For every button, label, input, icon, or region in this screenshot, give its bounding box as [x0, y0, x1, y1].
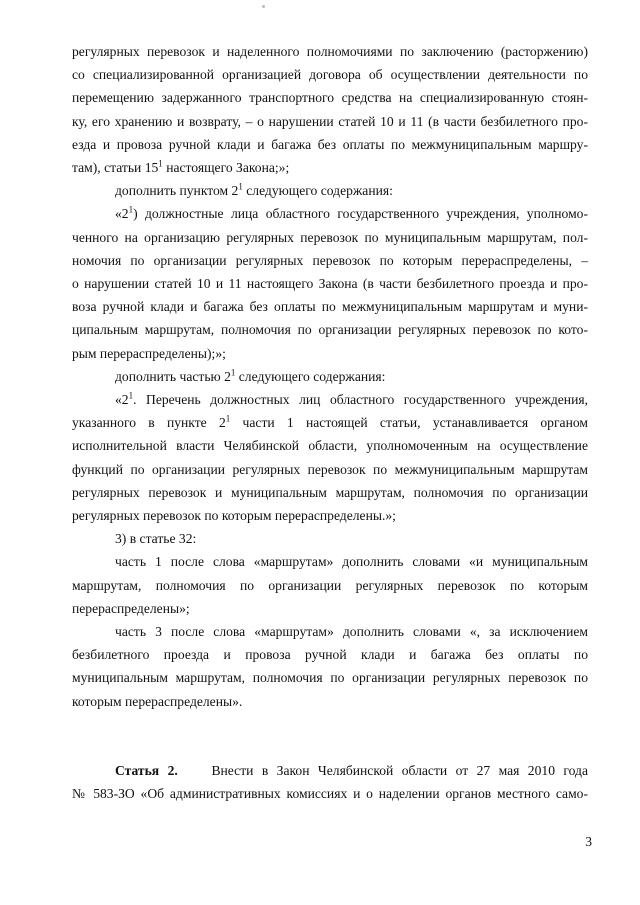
paragraph-part-text [72, 388, 588, 527]
superscript: 1 [225, 413, 231, 424]
text-line [72, 179, 588, 202]
text-line: которым перераспределены». [72, 693, 243, 709]
text-line: воза ручной клади и багажа без оплаты по межмуниципальным маршрутам и муни- [72, 299, 588, 315]
text-fragment: ) должностные лица областного государственного учреждения, уполномо- [133, 206, 588, 222]
spacer [72, 713, 588, 736]
text-fragment: следующего содержания: [242, 183, 393, 199]
article-heading: Статья 2. [115, 762, 178, 778]
paragraph-add-part [72, 365, 588, 388]
text-line: ку, его хранению и возврату, – о нарушении статей 10 и 11 (в части безбилетного про- [72, 113, 588, 129]
scan-dot [262, 5, 265, 8]
text-line: безбилетного проезда и провоза ручной клади и багажа без оплаты по [72, 647, 588, 663]
text-line: перемещению задержанного транспортного средства на специализированную стоян- [72, 90, 588, 106]
superscript: 1 [238, 181, 243, 192]
text-line [72, 759, 588, 782]
text-line: о нарушении статей 10 и 11 настоящего Закона (в части безбилетного проезда и про- [72, 276, 588, 292]
text-line: часть 1 после слова «маршрутам» дополнить словами «и муниципальным [115, 554, 588, 570]
text-fragment: настоящего Закона;»; [162, 160, 290, 176]
document-body [72, 40, 588, 805]
superscript: 1 [230, 367, 236, 378]
text-fragment: там), статьи 15 [72, 160, 159, 176]
text-line: № 583-ЗО «Об административных комиссиях и о наделении органов местного само- [72, 786, 588, 802]
text-fragment: следующего содержания: [235, 368, 386, 384]
text-line: исполнительной власти Челябинской области, уполномоченным на осуществление [72, 438, 588, 454]
paragraph-article-32 [72, 527, 588, 550]
text-line [72, 411, 588, 434]
paragraph-part-1 [72, 550, 588, 620]
text-line: регулярных перевозок и наделенного полномочиями по заключению (расторжению) [72, 44, 588, 59]
text-line [72, 156, 588, 179]
text-line: 3) в статье 32: [115, 531, 197, 547]
spacer [72, 736, 588, 759]
paragraph-add-point [72, 179, 588, 202]
text-line: номочия по организации регулярных перевозок по которым перераспределены, – [72, 252, 588, 268]
text-line: ципальным маршрутам, полномочия по организации регулярных перевозок по кото- [72, 322, 588, 338]
text-fragment: «2 [115, 392, 129, 408]
text-line: муниципальным маршрутам, полномочия по организации регулярных перевозок по [72, 670, 588, 686]
text-fragment: части 1 настоящей статьи, устанавливается органом [230, 415, 588, 431]
text-fragment: дополнить частью 2 [115, 368, 231, 384]
text-line: ченного на организацию регулярных перевозок по муниципальным маршрутам, пол- [72, 229, 588, 245]
text-fragment: указанного в пункте 2 [72, 415, 226, 431]
text-fragment: дополнить пунктом 2 [115, 183, 239, 199]
text-line: со специализированной организацией договора об осуществлении деятельности по [72, 67, 588, 83]
text-line: рым перераспределены);»; [72, 345, 226, 361]
text-line: перераспределены»; [72, 600, 190, 616]
page-number: 3 [585, 834, 592, 849]
text-line: езда и провоза ручной клади и багажа без оплаты по межмуниципальным маршру- [72, 136, 588, 152]
text-line: регулярных перевозок по которым перераспределены.»; [72, 508, 396, 524]
text-line [72, 388, 588, 411]
paragraph-part-3 [72, 620, 588, 713]
text-line: регулярных перевозок и муниципальным маршрутам, полномочия по организации [72, 484, 588, 500]
text-line: часть 3 после слова «маршрутам» дополнить словами «, за исключением [115, 624, 588, 640]
superscript: 1 [128, 204, 134, 215]
text-line: функций по организации регулярных перевозок по межмуниципальным маршрутам [72, 461, 588, 477]
text-fragment: Внести в Закон Челябинской области от 27 мая 2010 года [211, 762, 588, 778]
superscript: 1 [158, 158, 163, 169]
superscript: 1 [128, 390, 134, 401]
text-line [72, 365, 588, 388]
paragraph-continuation [72, 40, 588, 179]
text-line [72, 202, 588, 225]
text-fragment: . Перечень должностных лиц областного государственного учреждения, [133, 392, 588, 408]
text-fragment: «2 [115, 206, 129, 222]
text-line: маршрутам, полномочия по организации регулярных перевозок по которым [72, 577, 588, 593]
paragraph-point-text [72, 202, 588, 364]
article-2 [72, 759, 588, 805]
